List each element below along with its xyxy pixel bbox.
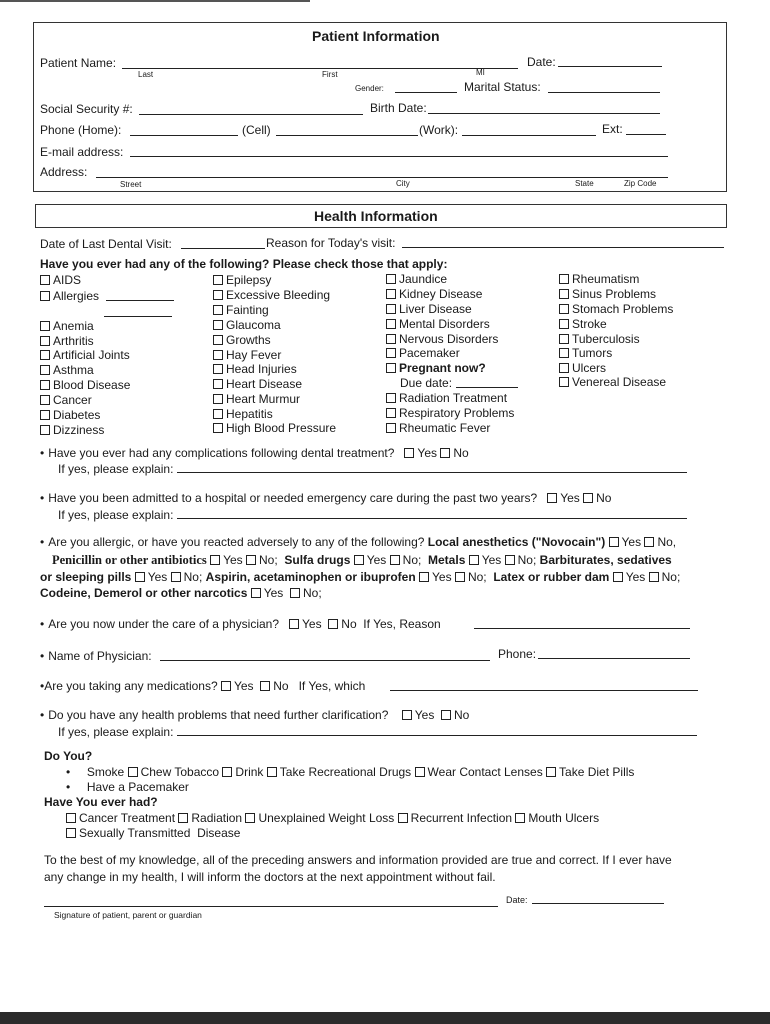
checkbox-no[interactable] <box>649 572 659 582</box>
checkbox[interactable] <box>559 334 569 344</box>
cond-hay-fever[interactable]: Hay Fever <box>213 348 281 362</box>
signature-date-field[interactable] <box>532 903 664 904</box>
due-date-label: Due date: <box>400 376 453 390</box>
checkbox[interactable] <box>386 304 396 314</box>
checkbox[interactable] <box>386 334 396 344</box>
last-visit-label: Date of Last Dental Visit: <box>40 237 172 251</box>
have-you-row-2: Sexually Transmitted Disease <box>66 826 240 840</box>
checkbox[interactable] <box>213 409 223 419</box>
physician-reason-field[interactable] <box>474 628 690 629</box>
mi-label: MI <box>476 68 485 77</box>
cond-blood-disease[interactable]: Blood Disease <box>40 378 130 392</box>
cond-growths[interactable]: Growths <box>213 333 271 347</box>
scan-bottom-edge <box>0 1012 770 1024</box>
zip-label: Zip Code <box>624 179 657 188</box>
checkbox[interactable] <box>222 767 232 777</box>
cond-stomach-problems[interactable]: Stomach Problems <box>559 302 673 316</box>
checkbox[interactable] <box>559 377 569 387</box>
checkbox-no[interactable] <box>260 681 270 691</box>
cond-nervous-disorders[interactable]: Nervous Disorders <box>386 332 498 346</box>
checkbox[interactable] <box>213 320 223 330</box>
checkbox[interactable] <box>559 363 569 373</box>
city-label: City <box>396 179 410 188</box>
checkbox[interactable] <box>386 423 396 433</box>
cond-head-injuries[interactable]: Head Injuries <box>213 362 297 376</box>
cond-anemia[interactable]: Anemia <box>40 319 94 333</box>
cond-respiratory-problems[interactable]: Respiratory Problems <box>386 406 514 420</box>
checkbox[interactable] <box>213 335 223 345</box>
signature-field[interactable] <box>44 906 498 907</box>
explain-field[interactable] <box>177 735 697 736</box>
attest-line-1: To the best of my knowledge, all of the preceding answers and information provided are true and correct. If I ever have <box>44 853 672 867</box>
checkbox-yes[interactable] <box>135 572 145 582</box>
date-label: Date: <box>527 55 556 69</box>
checkbox[interactable] <box>267 767 277 777</box>
state-label: State <box>575 179 594 188</box>
checkbox[interactable] <box>213 350 223 360</box>
birth-date-label: Birth Date: <box>370 101 427 115</box>
cond-radiation-treatment[interactable]: Radiation Treatment <box>386 391 507 405</box>
cond-epilepsy[interactable]: Epilepsy <box>213 273 271 287</box>
cond-rheumatic-fever[interactable]: Rheumatic Fever <box>386 421 490 435</box>
checkbox[interactable] <box>40 365 50 375</box>
checkbox-no[interactable] <box>644 537 654 547</box>
have-you-title: Have You ever had? <box>44 795 158 809</box>
explain-label: If yes, please explain: <box>58 462 174 476</box>
cond-pacemaker[interactable]: Pacemaker <box>386 346 460 360</box>
checkbox[interactable] <box>386 289 396 299</box>
allergy-line-3: or sleeping pills Yes No; Aspirin, acetaminophen or ibuprofen Yes No; Latex or rubber dam Yes No; <box>40 570 681 584</box>
checkbox-yes[interactable] <box>289 619 299 629</box>
gender-field[interactable] <box>395 92 457 93</box>
checkbox-no[interactable] <box>455 572 465 582</box>
question-physician-care: • Are you now under the care of a physician? Yes No If Yes, Reason <box>40 617 441 631</box>
cond-asthma[interactable]: Asthma <box>40 363 94 377</box>
checkbox-yes[interactable] <box>547 493 557 503</box>
cond-hepatitis[interactable]: Hepatitis <box>213 407 273 421</box>
reason-field[interactable] <box>402 247 724 248</box>
marital-status-field[interactable] <box>548 92 660 93</box>
checkbox[interactable] <box>386 363 396 373</box>
date-field[interactable] <box>558 66 662 67</box>
due-date-field[interactable] <box>456 387 518 388</box>
cond-cancer[interactable]: Cancer <box>40 393 92 407</box>
checkbox[interactable] <box>546 767 556 777</box>
checkbox[interactable] <box>415 767 425 777</box>
physician-phone-field[interactable] <box>538 658 690 659</box>
checkbox[interactable] <box>559 304 569 314</box>
checkbox[interactable] <box>398 813 408 823</box>
question-complications: • Have you ever had any complications following dental treatment? Yes No <box>40 446 469 460</box>
checkbox[interactable] <box>40 275 50 285</box>
have-you-row-1: Cancer Treatment Radiation Unexplained Weight Loss Recurrent Infection Mouth Ulcers <box>66 811 599 825</box>
checkbox-no[interactable] <box>171 572 181 582</box>
cond-heart-disease[interactable]: Heart Disease <box>213 377 302 391</box>
question-medications: •Are you taking any medications? Yes No If Yes, which <box>40 679 366 693</box>
allergies-field-2[interactable] <box>104 316 172 317</box>
question-hospital: • Have you been admitted to a hospital or needed emergency care during the past two years? Yes No <box>40 491 611 505</box>
cond-high-blood-pressure[interactable]: High Blood Pressure <box>213 421 336 435</box>
email-field[interactable] <box>130 156 668 157</box>
checkbox-yes[interactable] <box>402 710 412 720</box>
checkbox[interactable] <box>213 394 223 404</box>
phone-work-label: (Work): <box>419 123 459 137</box>
cond-dizziness[interactable]: Dizziness <box>40 423 104 437</box>
physician-phone-label: Phone: <box>498 647 537 661</box>
checkbox[interactable] <box>66 813 76 823</box>
phone-cell-label: (Cell) <box>242 123 271 137</box>
attest-line-2: any change in my health, I will inform the doctors at the next appointment without fail. <box>44 870 496 884</box>
first-label: First <box>322 70 338 79</box>
checkbox[interactable] <box>386 274 396 284</box>
cond-glaucoma[interactable]: Glaucoma <box>213 318 281 332</box>
allergies-field[interactable] <box>106 300 174 301</box>
birth-date-field[interactable] <box>428 113 660 114</box>
checkbox-yes[interactable] <box>469 555 479 565</box>
checkbox-no[interactable] <box>328 619 338 629</box>
check-prompt: Have you ever had any of the following? Please check those that apply: <box>40 257 448 271</box>
checkbox-no[interactable] <box>390 555 400 565</box>
checkbox-no[interactable] <box>505 555 515 565</box>
cond-venereal-disease[interactable]: Venereal Disease <box>559 375 666 389</box>
cond-arthritis[interactable]: Arthritis <box>40 334 94 348</box>
checkbox-yes[interactable] <box>404 448 414 458</box>
checkbox[interactable] <box>245 813 255 823</box>
cond-excessive-bleeding[interactable]: Excessive Bleeding <box>213 288 330 302</box>
cond-kidney-disease[interactable]: Kidney Disease <box>386 287 482 301</box>
gender-label: Gender: <box>355 84 384 93</box>
checkbox[interactable] <box>213 364 223 374</box>
checkbox[interactable] <box>40 380 50 390</box>
signature-date-label: Date: <box>506 895 528 905</box>
checkbox[interactable] <box>40 410 50 420</box>
street-label: Street <box>120 180 142 189</box>
cond-rheumatism[interactable]: Rheumatism <box>559 272 639 286</box>
checkbox[interactable] <box>40 425 50 435</box>
cond-artificial-joints[interactable]: Artificial Joints <box>40 348 130 362</box>
checkbox-no[interactable] <box>583 493 593 503</box>
checkbox[interactable] <box>386 319 396 329</box>
ssn-field[interactable] <box>139 114 363 115</box>
cond-diabetes[interactable]: Diabetes <box>40 408 100 422</box>
cond-heart-murmur[interactable]: Heart Murmur <box>213 392 300 406</box>
checkbox[interactable] <box>40 350 50 360</box>
checkbox[interactable] <box>66 828 76 838</box>
cond-mental-disorders[interactable]: Mental Disorders <box>386 317 490 331</box>
checkbox-no[interactable] <box>441 710 451 720</box>
checkbox[interactable] <box>515 813 525 823</box>
explain-label: If yes, please explain: <box>58 725 174 739</box>
cond-sinus-problems[interactable]: Sinus Problems <box>559 287 656 301</box>
scan-edge <box>0 0 310 2</box>
phone-home-label: Phone (Home): <box>40 123 122 137</box>
do-you-title: Do You? <box>44 749 93 763</box>
question-health-problems: • Do you have any health problems that need further clarification? Yes No <box>40 708 469 722</box>
marital-status-label: Marital Status: <box>464 80 541 94</box>
cond-tumors[interactable]: Tumors <box>559 346 612 360</box>
checkbox-yes[interactable] <box>210 555 220 565</box>
patient-name-field[interactable] <box>122 68 518 69</box>
checkbox[interactable] <box>559 348 569 358</box>
ext-label: Ext: <box>602 122 623 136</box>
health-info-title: Health Information <box>314 208 438 224</box>
checkbox[interactable] <box>386 408 396 418</box>
checkbox[interactable] <box>559 289 569 299</box>
ext-field[interactable] <box>626 134 666 135</box>
cond-stroke[interactable]: Stroke <box>559 317 607 331</box>
ssn-label: Social Security #: <box>40 102 133 116</box>
checkbox[interactable] <box>386 348 396 358</box>
cond-pregnant[interactable]: Pregnant now? <box>386 361 486 375</box>
checkbox-no[interactable] <box>246 555 256 565</box>
phone-cell-field[interactable] <box>276 135 418 136</box>
explain-field[interactable] <box>177 472 687 473</box>
medications-field[interactable] <box>390 690 698 691</box>
checkbox[interactable] <box>213 423 223 433</box>
checkbox-no[interactable] <box>290 588 300 598</box>
checkbox[interactable] <box>40 395 50 405</box>
do-you-row-2: • Have a Pacemaker <box>66 780 189 794</box>
signature-caption: Signature of patient, parent or guardian <box>54 910 202 920</box>
checkbox[interactable] <box>40 291 50 301</box>
cond-tuberculosis[interactable]: Tuberculosis <box>559 332 640 346</box>
checkbox[interactable] <box>213 290 223 300</box>
explain-field[interactable] <box>177 518 687 519</box>
checkbox[interactable] <box>559 274 569 284</box>
cond-ulcers[interactable]: Ulcers <box>559 361 606 375</box>
cond-aids[interactable]: AIDS <box>40 273 81 287</box>
cond-liver-disease[interactable]: Liver Disease <box>386 302 472 316</box>
checkbox-yes[interactable] <box>354 555 364 565</box>
address-label: Address: <box>40 165 88 179</box>
checkbox[interactable] <box>559 319 569 329</box>
checkbox[interactable] <box>40 336 50 346</box>
checkbox[interactable] <box>213 305 223 315</box>
checkbox[interactable] <box>386 393 396 403</box>
checkbox-yes[interactable] <box>251 588 261 598</box>
patient-info-title: Patient Information <box>312 28 440 44</box>
checkbox[interactable] <box>213 379 223 389</box>
phone-work-field[interactable] <box>462 135 596 136</box>
allergy-line-4: Codeine, Demerol or other narcotics Yes No; <box>40 586 322 600</box>
patient-name-label: Patient Name: <box>40 56 117 70</box>
reason-label: Reason for Today's visit: <box>266 236 396 250</box>
checkbox-no[interactable] <box>440 448 450 458</box>
physician-name-field[interactable] <box>160 660 490 661</box>
do-you-row-1: • Smoke Chew Tobacco Drink Take Recreational Drugs Wear Contact Lenses Take Diet Pills <box>66 765 635 779</box>
checkbox-yes[interactable] <box>221 681 231 691</box>
email-label: E-mail address: <box>40 145 124 159</box>
allergy-line-2: Penicillin or other antibiotics Yes No; Sulfa drugs Yes No; Metals Yes No; Barbiturates, sedatives <box>52 553 672 567</box>
checkbox[interactable] <box>40 321 50 331</box>
last-label: Last <box>138 70 154 79</box>
cond-allergies[interactable]: Allergies <box>40 289 99 303</box>
checkbox[interactable] <box>128 767 138 777</box>
physician-name-label: • Name of Physician: <box>40 649 152 663</box>
checkbox[interactable] <box>178 813 188 823</box>
cond-jaundice[interactable]: Jaundice <box>386 272 447 286</box>
checkbox-yes[interactable] <box>613 572 623 582</box>
checkbox-yes[interactable] <box>609 537 619 547</box>
address-field[interactable] <box>96 177 668 178</box>
checkbox[interactable] <box>213 275 223 285</box>
explain-label: If yes, please explain: <box>58 508 174 522</box>
phone-home-field[interactable] <box>130 135 238 136</box>
cond-fainting[interactable]: Fainting <box>213 303 269 317</box>
question-allergic: • Are you allergic, or have you reacted adversely to any of the following? Local anesthetics ("Novocain") Yes No, <box>40 535 676 549</box>
checkbox-yes[interactable] <box>419 572 429 582</box>
last-visit-field[interactable] <box>181 248 265 249</box>
